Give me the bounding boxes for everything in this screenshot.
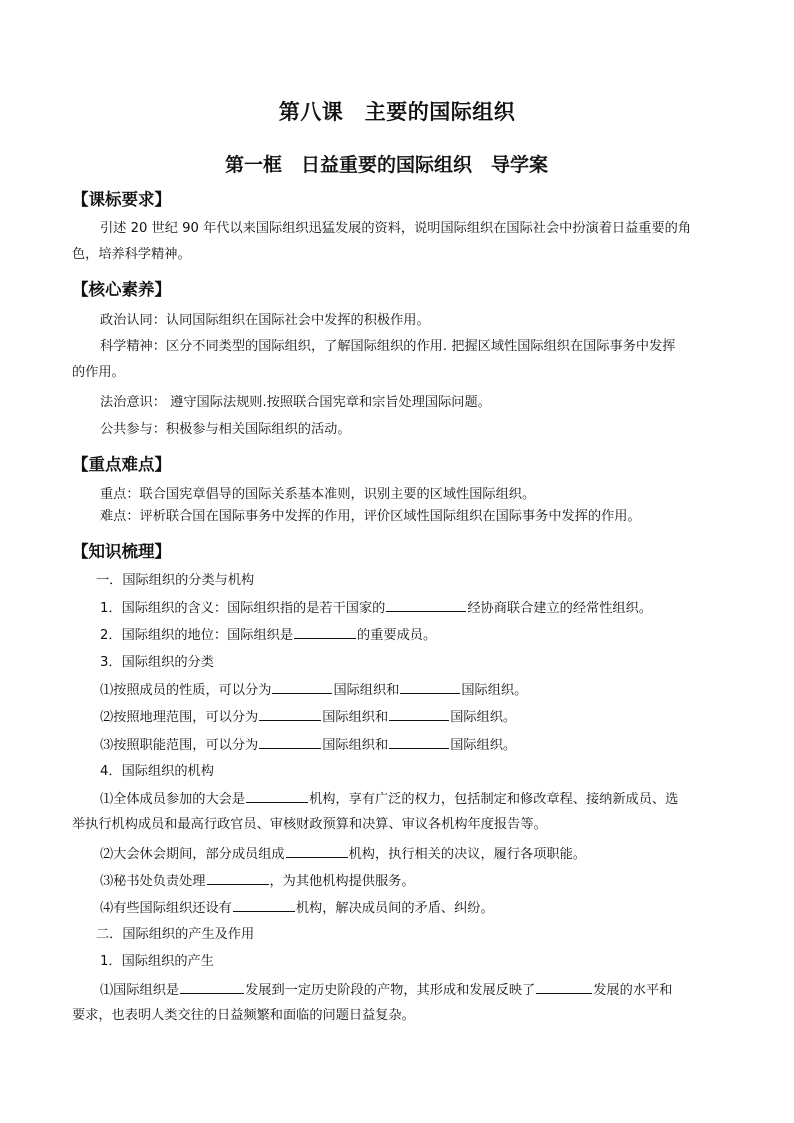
answer-blank[interactable] <box>286 845 348 858</box>
question-4-1: ⑴全体成员参加的大会是 机构，享有广泛的权力，包括制定和修改章程、接纳新成员、选 <box>100 792 679 807</box>
difficult-point: 难点：评析联合国在国际事务中发挥的作用，评价区域性国际组织在国际事务中发挥的作用。 <box>100 509 641 524</box>
question-4-2: ⑵大会休会期间，部分成员组成 机构，执行相关的决议，履行各项职能。 <box>100 847 586 862</box>
answer-blank[interactable] <box>272 681 332 694</box>
question-4-3: ⑶秘书处负责处理 ，为其他机构提供服务。 <box>100 874 415 889</box>
knowledge-part-1: 一．国际组织的分类与机构 <box>96 573 255 588</box>
core-political: 政治认同：认同国际组织在国际社会中发挥的积极作用。 <box>100 313 430 328</box>
heading-standard: 【课标要求】 <box>72 190 171 209</box>
answer-blank[interactable] <box>294 626 356 639</box>
core-law: 法治意识： 遵守国际法规则.按照联合国宪章和宗旨处理国际问题。 <box>100 395 491 410</box>
answer-blank[interactable] <box>207 872 269 885</box>
key-point: 重点：联合国宪章倡导的国际关系基本准则，识别主要的区域性国际组织。 <box>100 487 536 502</box>
page-subtitle: 第一框 日益重要的国际组织 导学案 <box>225 154 549 176</box>
answer-blank[interactable] <box>400 681 460 694</box>
heading-knowledge: 【知识梳理】 <box>72 542 171 561</box>
answer-blank[interactable] <box>246 790 308 803</box>
core-public: 公共参与：积极参与相关国际组织的活动。 <box>100 422 351 437</box>
answer-blank[interactable] <box>233 899 295 912</box>
answer-blank[interactable] <box>386 599 466 612</box>
part-2-item-1: 1．国际组织的产生 <box>100 954 214 969</box>
standard-line-1: 引述 20 世纪 90 年代以来国际组织迅猛发展的资料，说明国际组织在国际社会中扮演着日益重要的角 <box>100 221 692 236</box>
question-4-1-cont: 举执行机构成员和最高行政官员、审核财政预算和决算、审议各机构年度报告等。 <box>72 817 547 832</box>
question-4-4: ⑷有些国际组织还设有 机构，解决成员间的矛盾、纠纷。 <box>100 901 494 916</box>
question-3: 3．国际组织的分类 <box>100 655 214 670</box>
question-3-3: ⑶按照职能范围，可以分为 国际组织和 国际组织。 <box>100 738 517 753</box>
core-science-1: 科学精神：区分不同类型的国际组织，了解国际组织的作用. 把握区域性国际组织在国际事务中发挥 <box>100 339 676 354</box>
question-3-1: ⑴按照成员的性质，可以分为 国际组织和 国际组织。 <box>100 683 528 698</box>
answer-blank[interactable] <box>259 736 321 749</box>
standard-line-2: 色，培养科学精神。 <box>72 247 191 262</box>
question-2: 2．国际组织的地位：国际组织是 的重要成员。 <box>100 628 437 643</box>
core-science-2: 的作用。 <box>72 365 125 380</box>
page-title: 第八课 主要的国际组织 <box>278 100 516 124</box>
answer-blank[interactable] <box>389 736 449 749</box>
answer-blank[interactable] <box>259 708 321 721</box>
knowledge-part-2: 二．国际组织的产生及作用 <box>96 927 255 942</box>
part-2-item-1-1-cont: 要求，也表明人类交往的日益频繁和面临的问题日益复杂。 <box>72 1008 415 1023</box>
answer-blank[interactable] <box>180 981 244 994</box>
part-2-item-1-1: ⑴国际组织是 发展到一定历史阶段的产物，其形成和发展反映了 发展的水平和 <box>100 983 673 998</box>
question-3-2: ⑵按照地理范围，可以分为 国际组织和 国际组织。 <box>100 710 517 725</box>
question-4: 4．国际组织的机构 <box>100 764 214 779</box>
question-1: 1．国际组织的含义：国际组织指的是若干国家的 经协商联合建立的经常性组织。 <box>100 601 652 616</box>
answer-blank[interactable] <box>536 981 592 994</box>
heading-key: 【重点难点】 <box>72 455 171 474</box>
answer-blank[interactable] <box>389 708 449 721</box>
heading-core: 【核心素养】 <box>72 280 171 299</box>
